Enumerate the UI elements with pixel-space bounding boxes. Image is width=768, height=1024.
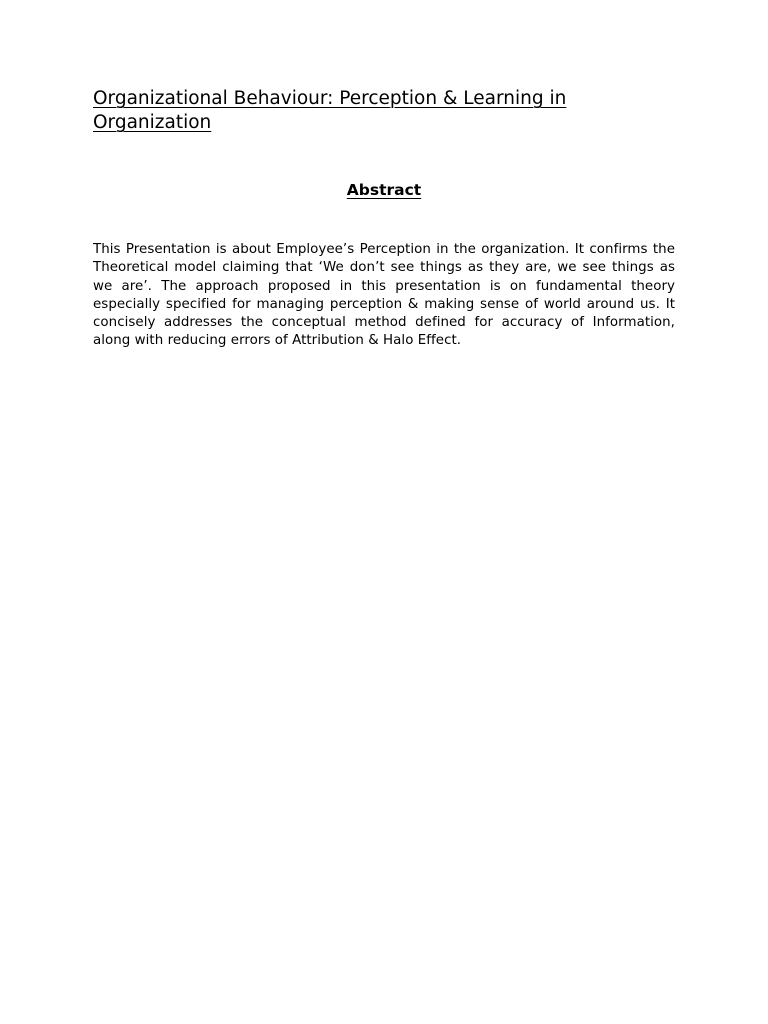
abstract-heading: Abstract [346,181,422,199]
document-title: Organizational Behaviour: Perception & Learning in Organization [93,88,567,133]
abstract-paragraph: This Presentation is about Employee’s Perception in the organization. It confirms the Theoretical model claiming that ‘We don’t see things as they are, we see things as we are’. The approach proposed in this presentation is on fundamental theory especially specified for managing perception & making sense of world around us. It concisely addresses the conceptual method defined for accuracy of Information, along with reducing errors of Attribution & Halo Effect. [93,242,675,349]
